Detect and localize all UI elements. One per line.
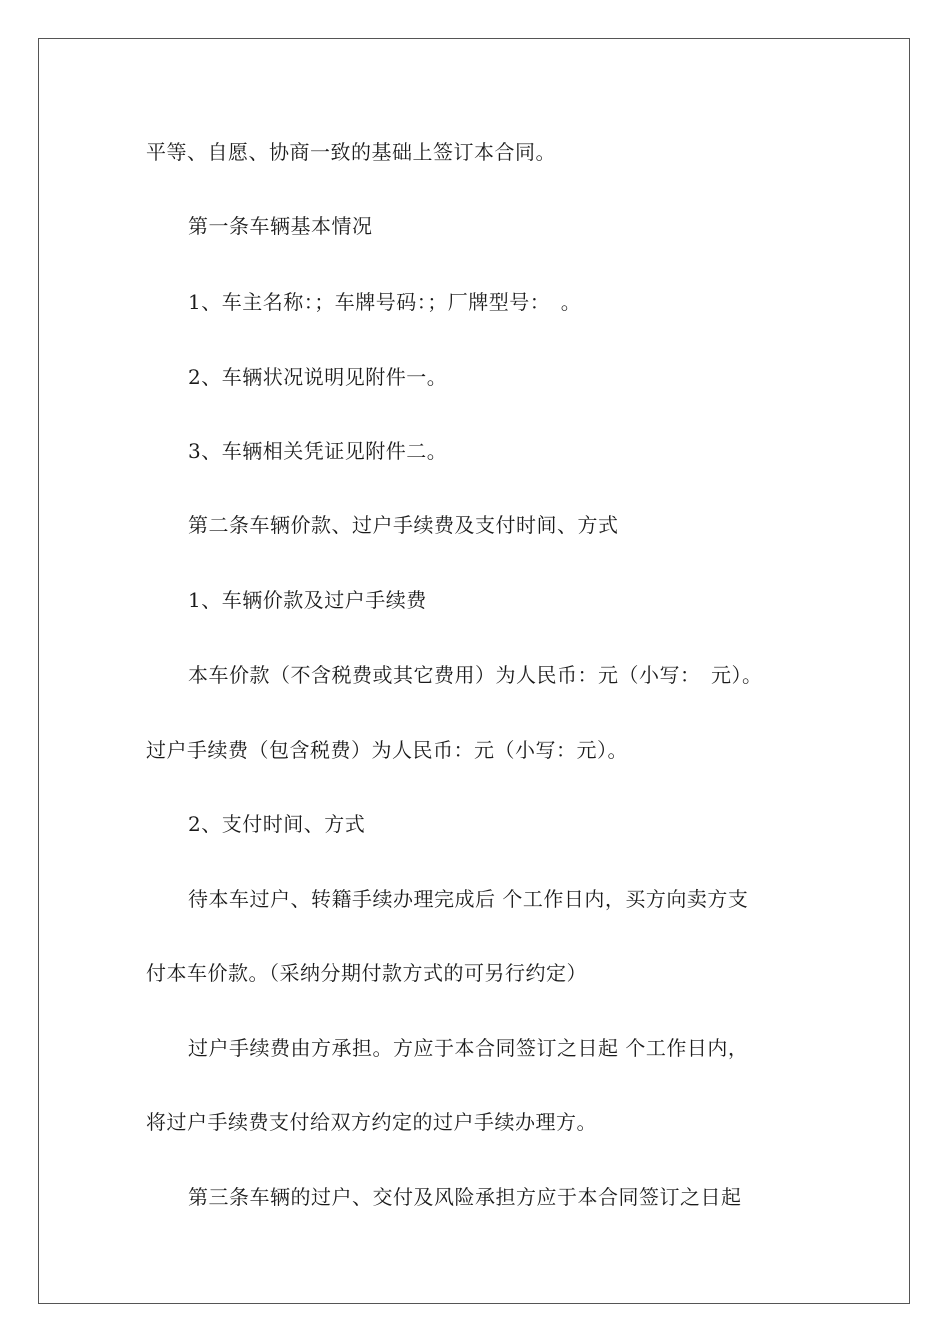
paragraph-line: 1、车辆价款及过户手续费 — [188, 588, 427, 612]
paragraph-line: 待本车过户、转籍手续办理完成后 个工作日内，买方向卖方支 — [188, 887, 749, 911]
paragraph-line: 本车价款（不含税费或其它费用）为人民币：元（小写： 元）。 — [188, 663, 763, 687]
paragraph-line: 将过户手续费支付给双方约定的过户手续办理方。 — [146, 1110, 597, 1134]
paragraph-line: 付本车价款。（采纳分期付款方式的可另行约定） — [146, 961, 587, 985]
section-heading: 第一条车辆基本情况 — [188, 214, 373, 238]
paragraph-line: 平等、自愿、协商一致的基础上签订本合同。 — [146, 140, 556, 164]
paragraph-line: 过户手续费（包含税费）为人民币：元（小写：元）。 — [146, 738, 628, 762]
paragraph-line: 1、车主名称：；车牌号码：；厂牌型号： 。 — [188, 290, 582, 314]
paragraph-line: 3、车辆相关凭证见附件二。 — [188, 439, 448, 463]
section-heading: 第三条车辆的过户、交付及风险承担方应于本合同签订之日起 — [188, 1185, 742, 1209]
paragraph-line: 过户手续费由方承担。方应于本合同签订之日起 个工作日内， — [188, 1036, 749, 1060]
paragraph-line: 2、车辆状况说明见附件一。 — [188, 365, 448, 389]
section-heading: 第二条车辆价款、过户手续费及支付时间、方式 — [188, 513, 619, 537]
paragraph-line: 2、支付时间、方式 — [188, 812, 366, 836]
